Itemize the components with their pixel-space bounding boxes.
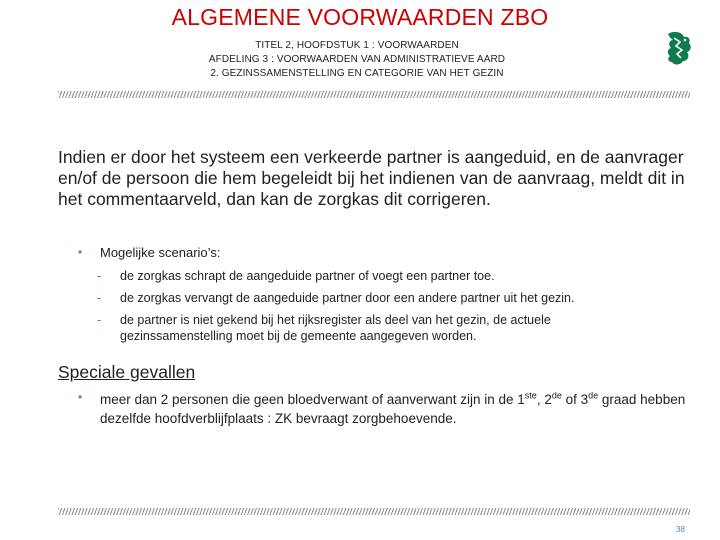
page-number: 38	[676, 525, 685, 534]
intro-paragraph: Indien er door het systeem een verkeerde partner is aangeduid, en de aanvrager en/of de persoon die hem begeleidt bij het indienen van de aanvraag, meldt dit in het commentaarveld, dan kan de zorgkas dit corrigeren.	[58, 147, 685, 209]
scenario-bullet	[78, 245, 678, 265]
special-case-text	[100, 390, 700, 428]
dash-icon: -	[97, 269, 102, 283]
scenario-item-text: de partner is niet gekend bij het rijksregister als deel van het gezin, de actuele gezinssamenstelling moet bij de gemeente aangegeven worden.	[120, 313, 551, 343]
ordinal-suffix: de	[551, 390, 562, 401]
page-title: ALGEMENE VOORWAARDEN ZBO	[171, 4, 549, 30]
dash-icon: -	[97, 313, 102, 327]
scenario-item-text: de zorgkas schrapt de aangeduide partner of voegt een partner toe.	[120, 269, 495, 283]
bullet-dot-icon: •	[78, 390, 83, 404]
bullet-dot-icon: •	[78, 245, 83, 259]
special-text-part: , 2	[536, 392, 552, 407]
subtitle-chapter: TITEL 2, HOOFDSTUK 1 : VOORWAARDEN	[255, 40, 459, 51]
ordinal-suffix: de	[588, 390, 599, 401]
scenario-label: Mogelijke scenario’s:	[100, 245, 221, 260]
special-cases-heading: Speciale gevallen	[58, 362, 196, 382]
subtitle-section: AFDELING 3 : VOORWAARDEN VAN ADMINISTRATIEVE AARD	[208, 54, 506, 65]
special-text-part: meer dan 2 personen die geen bloedverwant of aanverwant zijn in de 1	[100, 392, 525, 407]
special-case-bullet	[78, 390, 698, 430]
special-text-part: graad hebben dezelfde hoofdverblijfplaats : ZK bevraagt zorgbehoevende.	[100, 392, 686, 426]
flemish-lion-logo-icon	[664, 28, 694, 68]
scenario-item-text: de zorgkas vervangt de aangeduide partner door een andere partner uit het gezin.	[120, 291, 575, 305]
dash-icon: -	[97, 291, 102, 305]
special-text-part: of 3	[561, 392, 589, 407]
hatched-divider-top	[58, 91, 690, 98]
ordinal-suffix: ste	[524, 390, 537, 401]
hatched-divider-bottom	[58, 508, 690, 515]
subtitle-topic: 2. GEZINSSAMENSTELLING EN CATEGORIE VAN HET GEZIN	[210, 68, 504, 79]
